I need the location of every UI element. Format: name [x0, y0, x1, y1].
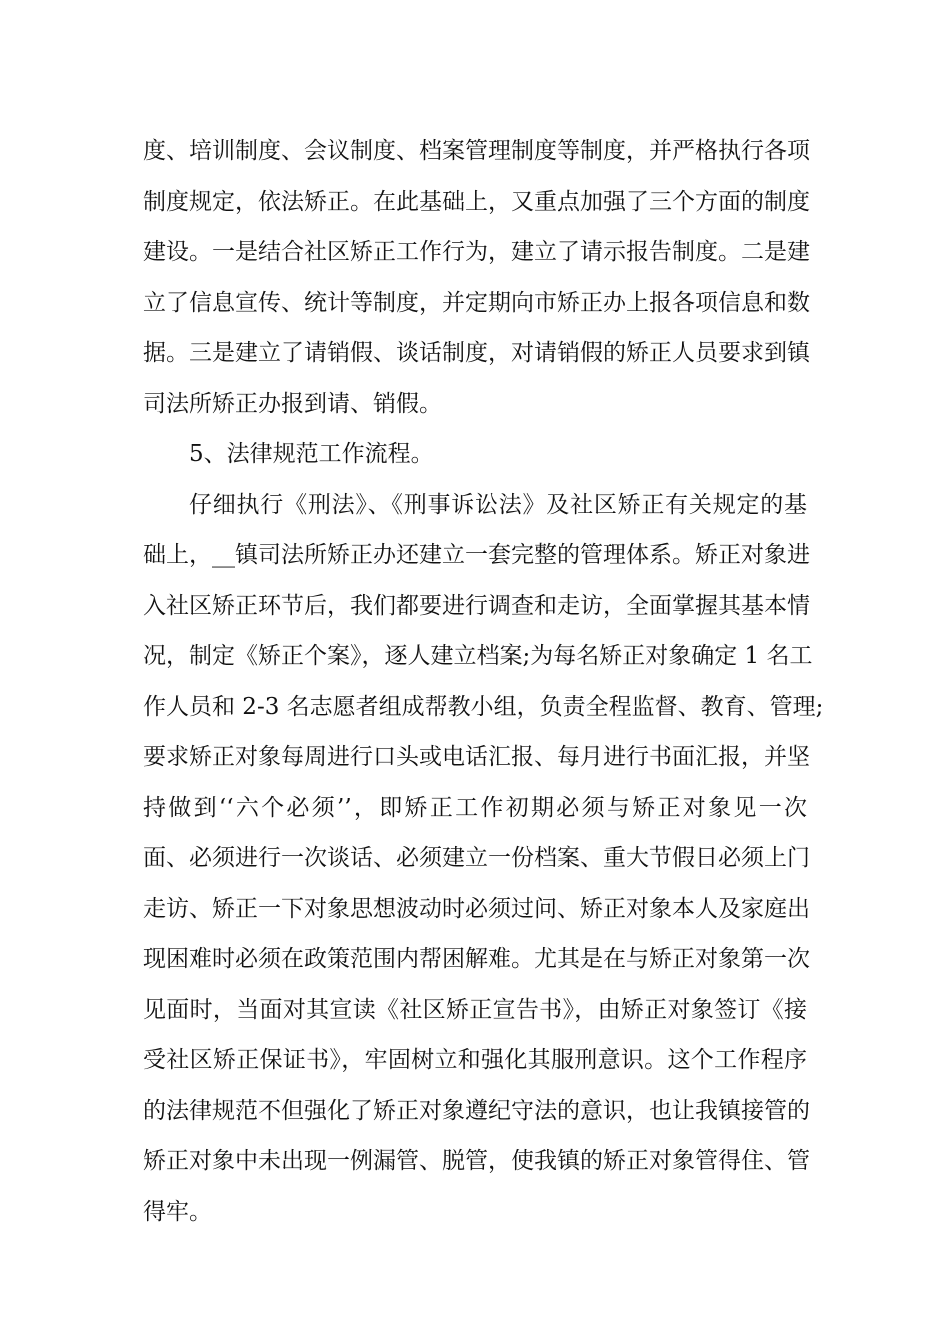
- text-line: 入社区矫正环节后，我们都要进行调查和走访，全面掌握其基本情: [143, 592, 810, 619]
- text-line: 建设。一是结合社区矫正工作行为，建立了请示报告制度。二是建: [143, 239, 810, 265]
- document-body: [143, 126, 824, 1237]
- text-line: 见面时，当面对其宣读《社区矫正宣告书》，由矫正对象签订《接: [143, 996, 807, 1023]
- text-line: 仔细执行《刑法》、《刑事诉讼法》及社区矫正有关规定的基: [189, 491, 807, 518]
- text-line: 持做到‘‘六个必须’’，即矫正工作初期必须与矫正对象见一次: [143, 794, 807, 821]
- text-line: 走访、矫正一下对象思想波动时必须过问、矫正对象本人及家庭出: [143, 895, 810, 922]
- text-line: 要求矫正对象每周进行口头或电话汇报、每月进行书面汇报，并坚: [143, 744, 810, 770]
- text-line: 得牢。: [143, 1198, 212, 1225]
- text-line: 作人员和 2-3 名志愿者组成帮教小组，负责全程监督、教育、管理;: [143, 693, 824, 720]
- text-line: 受社区矫正保证书》，牢固树立和强化其服刑意识。这个工作程序: [143, 1047, 807, 1073]
- paragraph-system-construction: [143, 126, 810, 429]
- section-heading-text: 5、法律规范工作流程。: [189, 441, 434, 467]
- text-line: 现困难时必须在政策范围内帮困解难。尤其是在与矫正对象第一次: [143, 946, 810, 972]
- text-line: 据。三是建立了请销假、谈话制度，对请销假的矫正人员要求到镇: [143, 340, 810, 366]
- text-line: 况，制定《矫正个案》，逐人建立档案;为每名矫正对象确定 1 名工: [143, 643, 813, 669]
- paragraph-legal-workflow: [143, 480, 824, 1238]
- text-line: 矫正对象中未出现一例漏管、脱管，使我镇的矫正对象管得住、管: [143, 1148, 810, 1174]
- text-line: 制度规定，依法矫正。在此基础上，又重点加强了三个方面的制度: [143, 188, 810, 215]
- text-line: 度、培训制度、会议制度、档案管理制度等制度，并严格执行各项: [143, 138, 810, 164]
- text-line: 司法所矫正办报到请、销假。: [143, 390, 442, 417]
- section-heading: [143, 429, 807, 480]
- text-line: 的法律规范不但强化了矫正对象遵纪守法的意识，也让我镇接管的: [143, 1097, 810, 1124]
- text-line: 面、必须进行一次谈话、必须建立一份档案、重大节假日必须上门: [143, 845, 810, 871]
- text-line: 础上，__镇司法所矫正办还建立一套完整的管理体系。矫正对象进: [143, 542, 810, 568]
- text-line: 立了信息宣传、统计等制度，并定期向市矫正办上报各项信息和数: [143, 289, 810, 316]
